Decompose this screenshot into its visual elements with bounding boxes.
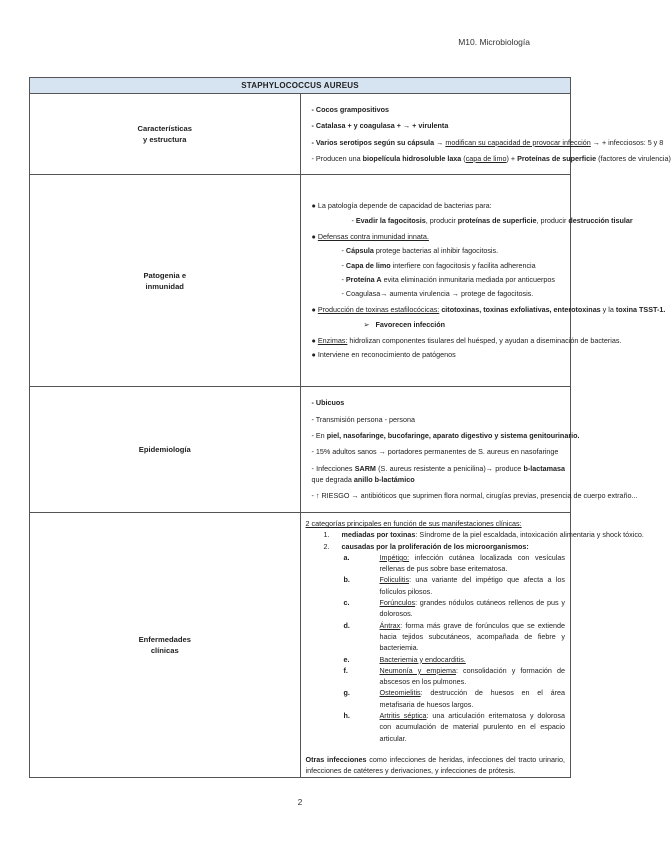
row-label-patogenia: Patogenia e inmunidad [30, 175, 301, 387]
list-item: a. Impétigo: infección cutánea localizada con vesículas rellenas de pus sobre base eritematosa. [343, 552, 565, 574]
list-item: f. Neumonía y empiema: consolidación y formación de abscesos en los pulmones. [343, 665, 566, 687]
list-item: h. Artritis séptica: una articulación eritematosa y dolorosa con acumulación de material purulento en el espacio articular. [343, 711, 566, 743]
arrow-bullet-icon: ➢ [363, 319, 370, 329]
list-item: g. Osteomielitis: destrucción de huesos en el área metafisaria de huesos largos. [343, 688, 565, 709]
patogenia-content: ● La patología depende de capacidad de bacterias para: - Evadir la fagocitosis, producir proteínas de superficie, producir destrucción tisular ● Defensas contra inmunidad innata. - Cápsula protege bacterias al inhibir fagocitosis. - Capa de limo interfiere con fagocitosis y facilita adherencia - Proteína A evita eliminación inmunitaria mediada por anticuerpos - Coagulasa→ aumenta virulencia → protege de fagocitosis. ● Producción de toxinas estafilocócicas: citotoxinas, toxinas exfoliativas, enterotoxinas y la toxina TSST-1. ➢ Favorecen infección ● Enzimas: hidrolizan componentes tisulares del huésped, y ayudan a diseminación de bacterias. ● Interviene en reconocimiento de patógenos [300, 175, 571, 387]
other-infections: Otras infecciones como infecciones de heridas, infecciones del tracto urinario, infecciones de catéteres y derivaciones, y infecciones de prótesis. [305, 754, 565, 776]
enfermedades-content: 2 categorías principales en función de sus manifestaciones clínicas: 1. mediadas por toxinas: Síndrome de la piel escaldada, intoxicación alimentaria y shock tóxico. 2. causadas por la proliferación de los microorganismos: a. Impétigo: infección cutánea localizada con vesículas rellenas de pus sobre base eritematosa. b. Foliculitis: una variante del impétigo que afecta a los folículos pilosos. c. Forúnculos: grandes nódulos cutáneos rellenos de pus y dolorosos. d. Ántrax: forma más grave de forúnculos que se extiende hacia tejidos subcutáneos, acompañada de fiebre y bacteriemia. e. Bacteriemia y endocarditis. f. Neumonía y empiema: consolidación y formación de abscesos en los pulmones. g. Osteomielitis: destrucción de huesos en el área metafisaria de huesos largos. h. Artritis séptica: una articulación eritematosa y dolorosa con acumulación de material purulento en el espacio articular. Otras infecciones como infecciones de heridas, infecciones del tracto urinario, infecciones de catéteres y derivaciones, y infecciones de prótesis. [300, 513, 571, 778]
table-title: STAPHYLOCOCCUS AUREUS [30, 78, 571, 94]
list-item: e. Bacteriemia y endocarditis. [343, 654, 466, 664]
epidemiologia-content: - Ubicuos - Transmisión persona - persona - En piel, nasofaringe, bucofaringe, aparato digestivo y sistema genitourinario. - 15% adultos sanos → portadores permanentes de S. aureus en nasofaringe - Infecciones SARM (S. aureus resistente a penicilina)→ produce b-lactamasa que degrada anillo b-lactámico - ↑ RIESGO → antibióticos que suprimen flora normal, cirugías previas, presencia de cuerpo extraño... [300, 387, 571, 513]
row-label-epidemiologia: Epidemiología [30, 387, 301, 513]
page-number: 2 [297, 797, 303, 807]
list-item: c. Forúnculos: grandes nódulos cutáneos rellenos de pus y dolorosos. [343, 598, 565, 619]
row-label-caracteristicas: Características y estructura [30, 94, 301, 175]
list-item: d. Ántrax: forma más grave de forúnculos que se extiende hacia tejidos subcutáneos, acompañada de fiebre y bacteriemia. [343, 620, 565, 653]
staphylococcus-table [29, 77, 671, 778]
list-item: b. Foliculitis: una variante del impétigo que afecta a los folículos pilosos. [343, 575, 565, 596]
caracteristicas-content: - Cocos grampositivos - Catalasa + y coagulasa + → + virulenta - Varios serotipos según su cápsula → modifican su capacidad de provocar infección → + infecciosos: 5 y 8 - Producen una biopelícula hidrosoluble laxa (capa de limo) + Proteínas de superficie (factores de virulencia) [300, 94, 571, 175]
row-label-enfermedades: Enfermedades clínicas [30, 513, 301, 778]
course-header: M10. Microbiología [458, 37, 530, 47]
